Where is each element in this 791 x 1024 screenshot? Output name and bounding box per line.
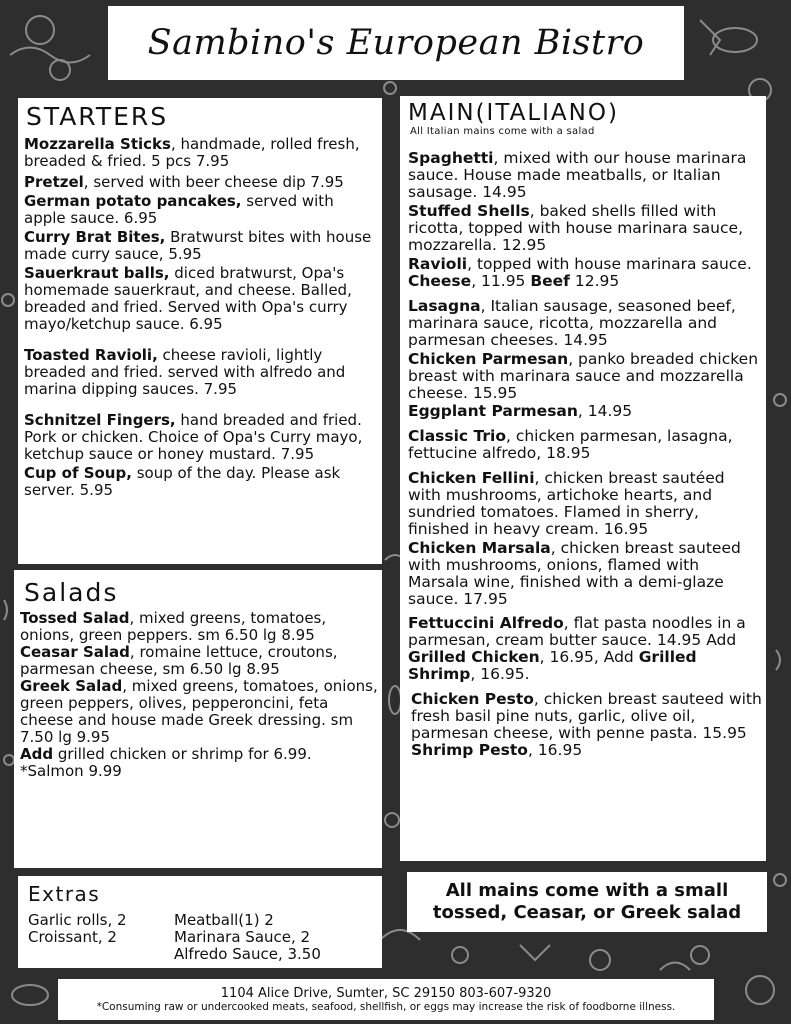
- list-item: Marinara Sauce, 2: [174, 928, 311, 946]
- menu-item: Fettuccini Alfredo, flat pasta noodles in a parmesan, cream butter sauce. 14.95 Add Grilled Chicken, 16.95, Add Grilled Shrimp, 16.95.: [408, 614, 746, 683]
- address: 1104 Alice Drive, Sumter, SC 29150 803-607-9320: [220, 986, 552, 1001]
- menu-item: Stuffed Shells, baked shells filled with ricotta, topped with house marinara sauce, mozzarella. 12.95: [408, 202, 743, 254]
- main-italiano-section: [400, 96, 766, 861]
- menu-item: Tossed Salad, mixed greens, tomatoes, onions, green peppers. sm 6.50 lg 8.95: [20, 609, 327, 644]
- menu-item: Sauerkraut balls, diced bratwurst, Opa's homemade sauerkraut, and cheese. Balled, breaded and fried. Served with Opa's curry mayo/ketchup sauce. 6.95: [24, 264, 352, 333]
- disclaimer: *Consuming raw or undercooked meats, seafood, shellfish, or eggs may increase the risk of foodborne illness.: [96, 1001, 676, 1013]
- menu-item: Chicken Parmesan, panko breaded chicken breast with marinara sauce and mozzarella cheese. 15.95: [408, 350, 759, 402]
- menu-item: Chicken Marsala, chicken breast sauteed with mushrooms, onions, flamed with Marsala wine, finished with a demi-glaze sauce. 17.95: [408, 539, 741, 608]
- menu-item: Curry Brat Bites, Bratwurst bites with house made curry sauce, 5.95: [24, 228, 372, 263]
- menu-item: German potato pancakes, served with apple sauce. 6.95: [24, 192, 334, 227]
- menu-item: Classic Trio, chicken parmesan, lasagna, fettucine alfredo, 18.95: [408, 427, 733, 462]
- menu-item: Ravioli, topped with house marinara sauce. Cheese, 11.95 Beef 12.95: [408, 255, 752, 290]
- menu-item: Eggplant Parmesan, 14.95: [408, 402, 633, 420]
- note-text: All mains come with a small tossed, Ceasar, or Greek salad: [432, 880, 742, 923]
- menu-item: Chicken Fellini, chicken breast sautéed with mushrooms, artichoke hearts, and sundried tomatoes. Flamed in sherry, finished in heavy cream. 16.95: [408, 469, 725, 538]
- list-item: Meatball(1) 2: [174, 911, 274, 929]
- menu-item: Schnitzel Fingers, hand breaded and fried. Pork or chicken. Choice of Opa's Curry mayo, ketchup sauce or honey mustard. 7.95: [24, 411, 363, 463]
- restaurant-name: Sambino's European Bistro: [147, 23, 645, 63]
- menu-item: Chicken Pesto, chicken breast sauteed with fresh basil pine nuts, garlic, olive oil, parmesan cheese, with penne pasta. 15.95 Shrimp Pesto, 16.95: [411, 690, 762, 759]
- menu-item: Greek Salad, mixed greens, tomatoes, onions, green peppers, olives, pepperoncini, feta cheese and house made Greek dressing. sm 7.50 lg 9.95: [20, 677, 378, 746]
- starters-section: [18, 98, 382, 564]
- list-item: Garlic rolls, 2: [28, 911, 127, 929]
- footer: [58, 979, 714, 1020]
- extras-heading: Extras: [28, 882, 101, 906]
- menu-item: Toasted Ravioli, cheese ravioli, lightly breaded and fried. served with alfredo and marina dipping sauces. 7.95: [24, 346, 346, 398]
- main-heading: MAIN(ITALIANO): [408, 100, 619, 126]
- salads-heading: Salads: [24, 578, 119, 607]
- extras-column: [28, 912, 174, 963]
- list-item: Croissant, 2: [28, 928, 117, 946]
- menu-item: Pretzel, served with beer cheese dip 7.95: [24, 173, 344, 191]
- salads-section: [14, 570, 382, 868]
- extras-list: [28, 912, 376, 963]
- extras-section: [18, 876, 382, 968]
- menu-item: Lasagna, Italian sausage, seasoned beef, marinara sauce, ricotta, mozzarella and parmesan cheeses. 14.95: [408, 297, 736, 349]
- menu-item: Ceasar Salad, romaine lettuce, croutons, parmesan cheese, sm 6.50 lg 8.95: [20, 643, 338, 678]
- menu-item: Add grilled chicken or shrimp for 6.99. *Salmon 9.99: [20, 745, 312, 780]
- mains-salad-note: [407, 872, 767, 932]
- menu-item: Cup of Soup, soup of the day. Please ask server. 5.95: [24, 464, 341, 499]
- list-item: Alfredo Sauce, 3.50: [174, 945, 321, 963]
- starters-heading: STARTERS: [26, 102, 169, 131]
- main-subheading: All Italian mains come with a salad: [410, 126, 595, 137]
- menu-item: Mozzarella Sticks, handmade, rolled fresh, breaded & fried. 5 pcs 7.95: [24, 135, 360, 170]
- title-banner: [108, 6, 684, 80]
- menu-item: Spaghetti, mixed with our house marinara sauce. House made meatballs, or Italian sausage. 14.95: [408, 149, 747, 201]
- extras-column: [174, 912, 321, 963]
